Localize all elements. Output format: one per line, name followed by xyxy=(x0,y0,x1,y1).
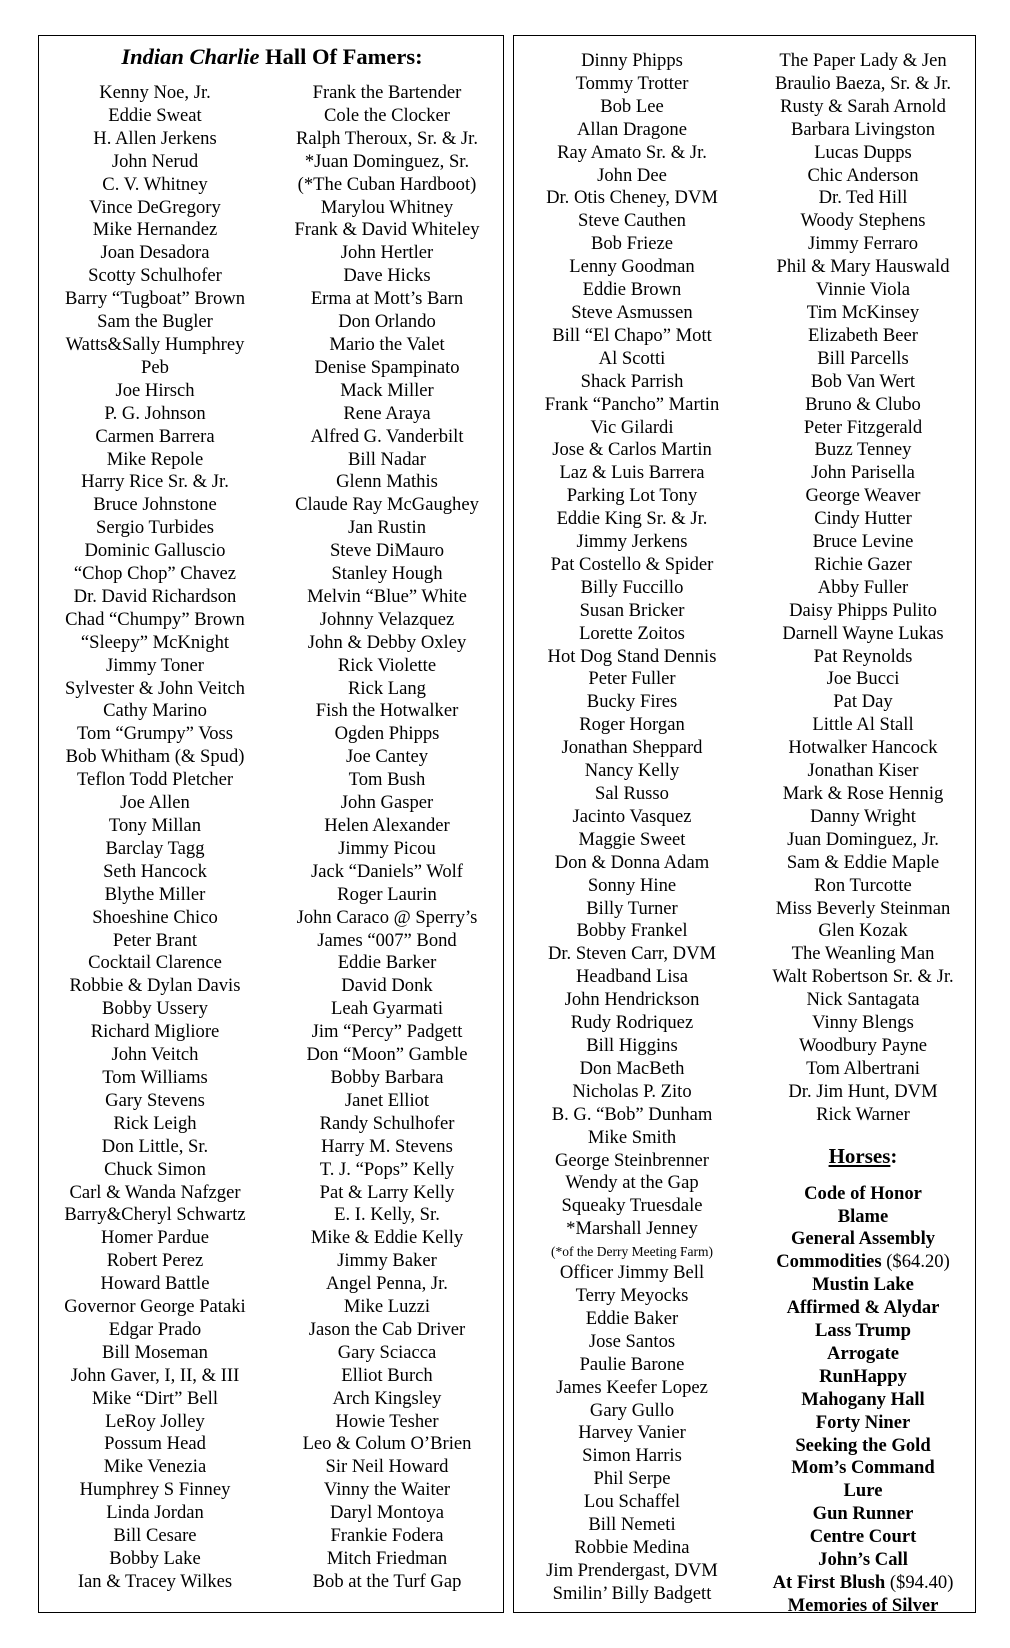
hall-of-famer-name: Jason the Cab Driver xyxy=(308,1318,466,1340)
hall-of-famer-name: B. G. “Bob” Dunham xyxy=(551,1103,713,1125)
hall-of-famer-name: Paulie Barone xyxy=(579,1353,685,1375)
horse-entry xyxy=(750,1412,976,1435)
hall-of-famer-name: Jonathan Kiser xyxy=(807,760,919,782)
hall-of-famer-name: Cocktail Clarence xyxy=(88,952,222,974)
hall-of-famer-name: Sonny Hine xyxy=(587,874,677,896)
hall-of-famer-name: Don Little, Sr. xyxy=(101,1135,209,1157)
hall-of-famer-name: Wendy at the Gap xyxy=(565,1172,699,1194)
hall-of-famer-name: Pat Costello & Spider xyxy=(550,553,714,575)
hall-of-famer-name: Sal Russo xyxy=(595,783,669,804)
hall-of-famer-name: Governor George Pataki xyxy=(64,1296,246,1318)
hall-of-famer-name: H. Allen Jerkens xyxy=(93,127,217,149)
hall-of-famer-name: Bruce Levine xyxy=(812,531,914,553)
horse-name: RunHappy xyxy=(819,1365,907,1387)
hall-of-famer-name: Darnell Wayne Lukas xyxy=(782,622,944,644)
hall-of-famer-name: Leah Gyarmati xyxy=(330,998,444,1020)
hall-of-famer-name: Howard Battle xyxy=(100,1273,210,1295)
hall-of-famer-name: Mike “Dirt” Bell xyxy=(92,1387,218,1409)
right-panel xyxy=(513,35,976,1616)
hall-of-famer-name: Bob at the Turf Gap xyxy=(312,1570,462,1592)
hall-of-famer-name: Walt Robertson Sr. & Jr. xyxy=(772,966,954,988)
hall-of-famer-name: Nick Santagata xyxy=(806,989,920,1011)
hall-of-famer-name: Stanley Hough xyxy=(331,563,443,585)
horse-entry xyxy=(750,1389,976,1412)
hall-of-famer-name: Vinny Blengs xyxy=(812,1012,914,1034)
hall-of-famer-name: John Gasper xyxy=(340,792,434,814)
hall-of-famer-name: Rick Lang xyxy=(348,677,426,699)
hall-of-famer-name: Tom Williams xyxy=(102,1066,208,1088)
hall-of-famer-name: Angel Penna, Jr. xyxy=(326,1273,448,1295)
hall-of-famer-name: Bill Cesare xyxy=(113,1525,197,1547)
hall-of-famer-name: Howie Tesher xyxy=(335,1410,439,1432)
hall-of-famer-name: Mike Luzzi xyxy=(343,1296,431,1318)
hall-of-famer-name: Cindy Hutter xyxy=(814,508,912,530)
hall-of-famer-name: Cole the Clocker xyxy=(324,104,450,126)
hall-of-famer-name: Bill Nemeti xyxy=(588,1514,676,1536)
hall-of-famer-name: Jose Santos xyxy=(588,1330,676,1352)
horse-entry xyxy=(750,1274,976,1297)
hall-of-famer-name: The Paper Lady & Jen xyxy=(779,50,947,71)
hall-of-famer-name: Blythe Miller xyxy=(104,883,206,905)
hall-of-famer-name: Nancy Kelly xyxy=(584,760,680,782)
horses-heading-row xyxy=(750,1135,976,1175)
horse-name: Seeking the Gold xyxy=(795,1434,931,1456)
hall-of-famer-name: Cathy Marino xyxy=(103,700,207,722)
hall-of-famer-name: Squeaky Truesdale xyxy=(561,1195,703,1217)
hall-of-famer-name: Tim McKinsey xyxy=(806,301,920,323)
hall-of-famer-name: John Hendrickson xyxy=(564,989,700,1011)
hall-of-famer-name: Humphrey S Finney xyxy=(79,1479,231,1501)
horse-entry xyxy=(750,1480,976,1503)
hall-of-famer-name: Seth Hancock xyxy=(103,860,207,882)
hall-of-famer-name: Vinnie Viola xyxy=(816,279,910,301)
hall-of-famer-name: Eddie Sweat xyxy=(108,104,202,126)
footnote: (*of the Derry Meeting Farm) xyxy=(551,1244,713,1260)
hall-of-famer-name: Pat Day xyxy=(833,691,893,713)
hall-of-famer-name: Teflon Todd Pletcher xyxy=(76,769,234,791)
hall-of-famer-name: Mike Venezia xyxy=(103,1456,207,1478)
hall-of-famer-name: Arch Kingsley xyxy=(332,1387,442,1409)
hall-of-famer-name: Kenny Noe, Jr. xyxy=(99,82,211,103)
hall-of-famer-name: Bobby Ussery xyxy=(102,998,208,1020)
hall-of-famer-name: Mike & Eddie Kelly xyxy=(310,1227,464,1249)
hall-of-famer-name: Lenny Goodman xyxy=(569,256,695,278)
hall-of-famer-name: John Parisella xyxy=(811,462,915,484)
hall-of-famer-name: Maggie Sweet xyxy=(578,828,686,850)
hall-of-famer-name: Bob Lee xyxy=(600,95,664,117)
hall-of-famer-name: Mitch Friedman xyxy=(326,1548,448,1569)
hall-of-famer-name: Headband Lisa xyxy=(575,966,689,988)
horse-entry xyxy=(750,1206,976,1229)
horse-name: Code of Honor xyxy=(804,1182,922,1204)
hall-of-famer-name: Gary Sciacca xyxy=(337,1341,437,1363)
horse-name: Lass Trump xyxy=(815,1320,911,1342)
horse-entry xyxy=(750,1526,976,1549)
hall-of-famer-name: Phil Serpe xyxy=(593,1468,671,1490)
title-rest: Hall Of Famers: xyxy=(259,44,423,69)
hall-of-famer-name: Don Orlando xyxy=(338,311,436,333)
hall-of-famer-name: Abby Fuller xyxy=(817,576,909,598)
hall-of-famer-name: Mack Miller xyxy=(340,379,434,401)
hall-of-famer-name: Marylou Whitney xyxy=(320,196,454,218)
hall-of-famer-name: Tommy Trotter xyxy=(575,72,689,94)
name-column-2 xyxy=(271,82,503,1594)
hall-of-famer-name: Erma at Mott’s Barn xyxy=(310,288,464,310)
hall-of-famer-name: Tom Bush xyxy=(348,769,426,791)
hall-of-famer-name: Jim Prendergast, DVM xyxy=(546,1559,718,1581)
hall-of-famer-name: Carmen Barrera xyxy=(95,425,215,447)
hall-of-famer-name: Sam the Bugler xyxy=(97,311,213,333)
hall-of-famer-name: Robert Perez xyxy=(106,1250,204,1272)
hall-of-famer-name: Terry Meyocks xyxy=(575,1285,689,1307)
hall-of-famer-name: Melvin “Blue” White xyxy=(307,585,467,607)
hall-of-famer-name: Lucas Dupps xyxy=(814,141,912,163)
name-column-3 xyxy=(514,50,750,1606)
hall-of-famer-name: Jacinto Vasquez xyxy=(572,805,692,827)
hall-of-famer-name: Officer Jimmy Bell xyxy=(559,1262,705,1284)
hall-of-famer-name: Vic Gilardi xyxy=(590,416,674,438)
hall-of-famer-name: The Weanling Man xyxy=(791,943,935,965)
horse-name: Mahogany Hall xyxy=(801,1388,925,1410)
hall-of-famer-name: Miss Beverly Steinman xyxy=(775,897,951,919)
hall-of-famer-name: Rudy Rodriquez xyxy=(570,1012,694,1034)
hall-of-famer-name: Frank & David Whiteley xyxy=(294,219,480,241)
hall-of-famer-name: Denise Spampinato xyxy=(314,356,460,378)
hall-of-famer-name: Vince DeGregory xyxy=(89,196,221,218)
horse-entry xyxy=(750,1297,976,1320)
hall-of-famer-name: Harvey Vanier xyxy=(578,1422,686,1444)
hall-of-famer-name: Dr. Jim Hunt, DVM xyxy=(788,1080,938,1102)
horse-entry xyxy=(750,1320,976,1343)
hall-of-famer-name: Simon Harris xyxy=(582,1445,682,1467)
hall-of-famer-name: Lou Schaffel xyxy=(583,1491,681,1513)
page-title xyxy=(39,42,505,72)
hall-of-famer-name: Tom Albertrani xyxy=(806,1057,920,1079)
hall-of-famer-name: Gary Gullo xyxy=(589,1399,675,1421)
hall-of-famer-name: Jimmy Toner xyxy=(105,654,205,676)
hall-of-famer-name: Peter Fuller xyxy=(588,668,676,690)
hall-of-famer-name: Woody Stephens xyxy=(800,210,926,232)
hall-of-famer-name: Alfred G. Vanderbilt xyxy=(310,425,464,447)
hall-of-famer-name: Helen Alexander xyxy=(324,815,450,836)
hall-of-famer-name: Roger Laurin xyxy=(337,883,437,905)
horse-entry xyxy=(750,1572,976,1595)
hall-of-famer-name: Sergio Turbides xyxy=(96,517,214,539)
hall-of-famer-name: Barbara Livingston xyxy=(790,118,936,140)
hall-of-famer-name: Frank “Pancho” Martin xyxy=(544,393,720,415)
hall-of-famer-name: John Dee xyxy=(597,164,667,186)
hall-of-famer-name: Bucky Fires xyxy=(586,691,678,713)
hall-of-famer-name: Buzz Tenney xyxy=(814,439,912,461)
hall-of-famer-name: Woodbury Payne xyxy=(798,1034,928,1056)
hall-of-famer-name: Little Al Stall xyxy=(812,714,914,736)
hall-of-famer-name: Daisy Phipps Pulito xyxy=(789,599,937,621)
hall-of-famer-name: Richie Gazer xyxy=(814,553,912,575)
hall-of-famer-name: Eddie Barker xyxy=(337,952,437,974)
hall-of-famer-name: Bob Frieze xyxy=(590,233,674,255)
horse-name: Memories of Silver xyxy=(787,1594,939,1616)
hall-of-famer-name: Tom “Grumpy” Voss xyxy=(76,723,234,745)
hall-of-famer-name: Nicholas P. Zito xyxy=(572,1080,692,1102)
hall-of-famer-name: Gary Stevens xyxy=(105,1089,205,1111)
hall-of-famer-name: P. G. Johnson xyxy=(104,402,206,424)
hall-of-famer-name: Ian & Tracey Wilkes xyxy=(77,1570,233,1592)
hall-of-famer-name: Harry Rice Sr. & Jr. xyxy=(81,471,229,493)
hall-of-famer-name: Peb xyxy=(141,356,169,378)
hall-of-famer-name: Bobby Lake xyxy=(109,1548,201,1569)
horse-name: John’s Call xyxy=(818,1549,908,1571)
horse-entry xyxy=(750,1366,976,1389)
hall-of-famer-name: Dr. Steven Carr, DVM xyxy=(547,943,717,965)
hall-of-famer-name: Phil & Mary Hauswald xyxy=(776,256,950,278)
hall-of-famer-name: Homer Pardue xyxy=(101,1227,209,1249)
hall-of-famer-name: Peter Brant xyxy=(112,929,198,951)
hall-of-famer-name: Janet Elliot xyxy=(344,1089,430,1111)
hall-of-famer-name: Jimmy Baker xyxy=(337,1250,437,1272)
hall-of-famer-name: Braulio Baeza, Sr. & Jr. xyxy=(774,72,952,94)
hall-of-famer-name: Rusty & Sarah Arnold xyxy=(780,95,946,117)
horse-name: Mustin Lake xyxy=(812,1274,914,1296)
hall-of-famer-name: Pat & Larry Kelly xyxy=(319,1181,455,1203)
horse-entry xyxy=(750,1435,976,1458)
hall-of-famer-name: Laz & Luis Barrera xyxy=(559,462,705,484)
hall-of-famer-name: Peter Fitzgerald xyxy=(803,416,923,438)
hall-of-famer-name: Don “Moon” Gamble xyxy=(306,1044,468,1066)
hall-of-famer-name: Jose & Carlos Martin xyxy=(552,439,712,461)
hall-of-famer-name: (*The Cuban Hardboot) xyxy=(297,173,477,195)
hall-of-famer-name: Rick Leigh xyxy=(113,1112,197,1134)
horse-name: Centre Court xyxy=(809,1526,917,1548)
hall-of-famer-name: Ron Turcotte xyxy=(814,874,912,896)
hall-of-famer-name: John Caraco @ Sperry’s xyxy=(296,906,478,928)
horse-name: Forty Niner xyxy=(815,1411,911,1433)
horse-price: ($94.40) xyxy=(885,1572,954,1593)
hall-of-famer-name: Mark & Rose Hennig xyxy=(782,783,944,804)
horse-entry xyxy=(750,1343,976,1366)
hall-of-famer-name: Mike Repole xyxy=(106,448,204,470)
hall-of-famer-name: Rick Violette xyxy=(337,654,437,676)
hall-of-famer-name: Joan Desadora xyxy=(100,242,210,264)
hall-of-famer-name: Watts&Sally Humphrey xyxy=(65,333,245,355)
title-italic: Indian Charlie xyxy=(121,44,260,69)
horse-entry xyxy=(750,1503,976,1526)
horse-name: Blame xyxy=(837,1205,889,1227)
hall-of-famer-name: Bill Parcells xyxy=(817,347,909,369)
horse-name: Mom’s Command xyxy=(791,1457,935,1479)
hall-of-famer-name: Harry M. Stevens xyxy=(321,1135,453,1157)
hall-of-famer-name: David Donk xyxy=(341,975,433,997)
hall-of-famer-name: Allan Dragone xyxy=(577,118,687,140)
hall-of-famer-name: Joe Allen xyxy=(120,792,190,814)
hall-of-famer-name: James “007” Bond xyxy=(317,929,457,951)
hall-of-famer-name: Susan Bricker xyxy=(579,599,685,621)
hall-of-famer-name: Robbie & Dylan Davis xyxy=(69,975,241,997)
hall-of-famer-name: John Veitch xyxy=(111,1044,199,1066)
hall-of-famer-name: Jim “Percy” Padgett xyxy=(311,1021,463,1043)
hall-of-famer-name: Carl & Wanda Nafzger xyxy=(69,1181,241,1203)
hall-of-famer-name: Possum Head xyxy=(104,1433,206,1455)
hall-of-famer-name: George Weaver xyxy=(805,485,921,507)
hall-of-famer-name: Leo & Colum O’Brien xyxy=(302,1433,472,1455)
horse-name: At First Blush xyxy=(772,1572,886,1593)
hall-of-famer-name: Eddie Baker xyxy=(585,1307,679,1329)
hall-of-famer-name: Danny Wright xyxy=(810,805,916,827)
hall-of-famer-name: Sylvester & John Veitch xyxy=(65,677,245,699)
hall-of-famer-name: Jimmy Jerkens xyxy=(576,531,688,553)
hall-of-famer-name: Bill Nadar xyxy=(348,448,426,470)
hall-of-famer-name: Daryl Montoya xyxy=(329,1502,445,1524)
horses-heading-colon: : xyxy=(890,1143,898,1168)
horse-entry xyxy=(750,1595,976,1618)
horse-name: General Assembly xyxy=(790,1228,936,1250)
hall-of-famer-name: Barry&Cheryl Schwartz xyxy=(64,1204,246,1226)
hall-of-famer-name: Tony Millan xyxy=(108,815,202,836)
hall-of-famer-name: E. I. Kelly, Sr. xyxy=(334,1204,440,1226)
hall-of-famer-name: James Keefer Lopez xyxy=(556,1376,708,1398)
hall-of-famer-name: Jan Rustin xyxy=(348,517,426,539)
horse-name: Lure xyxy=(843,1480,883,1502)
left-panel xyxy=(38,35,504,1613)
hall-of-famer-name: Dr. Ted Hill xyxy=(818,187,908,209)
hall-of-famer-name: Joe Hirsch xyxy=(115,379,195,401)
name-column-1 xyxy=(39,82,271,1594)
hall-of-famer-name: John Nerud xyxy=(111,150,199,172)
hall-of-famer-name: “Sleepy” McKnight xyxy=(80,631,230,653)
hall-of-famer-name: Bob Whitham (& Spud) xyxy=(65,746,245,768)
hall-of-famer-name: Shoeshine Chico xyxy=(92,906,218,928)
hall-of-famer-name: Pat Reynolds xyxy=(813,645,913,667)
hall-of-famer-name: Rene Araya xyxy=(343,402,431,424)
horse-name: Affirmed & Alydar xyxy=(786,1297,940,1319)
horses-heading: Horses xyxy=(828,1143,891,1168)
horse-name: Arrogate xyxy=(827,1342,899,1364)
hall-of-famer-name: Smilin’ Billy Badgett xyxy=(552,1582,712,1604)
hall-of-famer-name: Dominic Galluscio xyxy=(84,540,226,562)
hall-of-famer-name: John Gaver, I, II, & III xyxy=(70,1364,240,1386)
horse-entry xyxy=(750,1183,976,1206)
horse-entry xyxy=(750,1251,976,1274)
hall-of-famer-name: Parking Lot Tony xyxy=(566,485,698,507)
hall-of-famer-name: Sam & Eddie Maple xyxy=(786,851,940,873)
hall-of-famer-name: Sir Neil Howard xyxy=(325,1456,449,1478)
hall-of-famer-name: Barry “Tugboat” Brown xyxy=(64,288,246,310)
hall-of-famer-name: T. J. “Pops” Kelly xyxy=(319,1158,455,1180)
hall-of-famer-name: Scotty Schulhofer xyxy=(88,265,222,287)
hall-of-famer-name: Elliot Burch xyxy=(341,1364,433,1386)
hall-of-famer-name: Rick Warner xyxy=(816,1103,910,1125)
hall-of-famer-name: Ogden Phipps xyxy=(334,723,440,745)
hall-of-famer-name: John & Debby Oxley xyxy=(307,631,467,653)
hall-of-famer-name: Don MacBeth xyxy=(579,1057,685,1079)
hall-of-famer-name: Steve Asmussen xyxy=(571,301,693,323)
horse-entry xyxy=(750,1228,976,1251)
hall-of-famer-name: Bruce Johnstone xyxy=(93,494,217,516)
hall-of-famer-name: Linda Jordan xyxy=(106,1502,204,1524)
hall-of-famer-name: Glen Kozak xyxy=(818,920,908,942)
hall-of-famer-name: Chuck Simon xyxy=(104,1158,206,1180)
hall-of-famer-name: Ray Amato Sr. & Jr. xyxy=(557,141,707,163)
hall-of-famer-name: *Juan Dominguez, Sr. xyxy=(304,150,470,172)
hall-of-famer-name: Hotwalker Hancock xyxy=(788,737,938,759)
hall-of-famer-name: Mario the Valet xyxy=(329,333,445,355)
hall-of-famer-name: Bill “El Chapo” Mott xyxy=(552,324,712,346)
hall-of-famer-name: Claude Ray McGaughey xyxy=(295,494,479,516)
hall-of-famer-name: Steve DiMauro xyxy=(329,540,445,562)
hall-of-famer-name: Vinny the Waiter xyxy=(323,1479,451,1501)
hall-of-famer-name: Roger Horgan xyxy=(579,714,685,736)
hall-of-famer-name: Chad “Chumpy” Brown xyxy=(65,608,245,630)
hall-of-famer-name: Johnny Velazquez xyxy=(319,608,455,630)
hall-of-famer-name: Al Scotti xyxy=(598,347,666,369)
hall-of-famer-name: Bob Van Wert xyxy=(810,370,916,392)
hall-of-famer-name: George Steinbrenner xyxy=(554,1149,710,1171)
name-column-4 xyxy=(750,50,976,1618)
horse-entry xyxy=(750,1549,976,1572)
hall-of-famer-name: Hot Dog Stand Dennis xyxy=(547,645,717,667)
hall-of-famer-name: Dr. David Richardson xyxy=(73,585,237,607)
hall-of-famer-name: Randy Schulhofer xyxy=(319,1112,455,1134)
hall-of-famer-name: Lorette Zoitos xyxy=(579,622,685,644)
hall-of-famer-name: Billy Fuccillo xyxy=(580,576,684,598)
hall-of-famer-name: Dr. Otis Cheney, DVM xyxy=(546,187,718,209)
hall-of-famer-name: Mike Smith xyxy=(587,1126,677,1148)
hall-of-famer-name: Elizabeth Beer xyxy=(808,324,918,346)
hall-of-famer-name: Dinny Phipps xyxy=(581,50,683,71)
hall-of-famer-name: Edgar Prado xyxy=(108,1318,202,1340)
hall-of-famer-name: Jack “Daniels” Wolf xyxy=(310,860,464,882)
hall-of-famer-name: Juan Dominguez, Jr. xyxy=(787,828,939,850)
hall-of-famer-name: Bill Higgins xyxy=(586,1034,678,1056)
hall-of-famer-name: Joe Cantey xyxy=(345,746,429,768)
hall-of-famer-name: Eddie Brown xyxy=(582,279,682,301)
hall-of-famer-name: Frank the Bartender xyxy=(312,82,462,103)
horse-name: Gun Runner xyxy=(812,1503,914,1525)
hall-of-famer-name: Ralph Theroux, Sr. & Jr. xyxy=(296,127,478,149)
hall-of-famer-name: Dave Hicks xyxy=(343,265,431,287)
hall-of-famer-name: Joe Bucci xyxy=(826,668,900,690)
hall-of-famer-name: C. V. Whitney xyxy=(102,173,208,195)
hall-of-famer-name: John Hertler xyxy=(340,242,434,264)
hall-of-famer-name: Jimmy Ferraro xyxy=(808,233,918,255)
horse-price: ($64.20) xyxy=(881,1251,950,1273)
hall-of-famer-name: Bill Moseman xyxy=(102,1341,208,1363)
hall-of-famer-name: Chic Anderson xyxy=(807,164,919,186)
hall-of-famer-name: Fish the Hotwalker xyxy=(315,700,459,722)
hall-of-famer-name: Robbie Medina xyxy=(574,1537,690,1558)
hall-of-famer-name: Bruno & Clubo xyxy=(805,393,921,415)
hall-of-famer-name: Mike Hernandez xyxy=(92,219,218,241)
hall-of-famer-name: Don & Donna Adam xyxy=(554,851,710,873)
hall-of-famer-name: Barclay Tagg xyxy=(105,837,205,859)
hall-of-famer-name: Frankie Fodera xyxy=(330,1525,444,1547)
hall-of-famer-name: Steve Cauthen xyxy=(578,210,686,232)
hall-of-famer-name: LeRoy Jolley xyxy=(105,1410,205,1432)
hall-of-famer-name: Shack Parrish xyxy=(580,370,684,392)
hall-of-famer-name: Jimmy Picou xyxy=(338,837,436,859)
hall-of-famer-name: Glenn Mathis xyxy=(336,471,438,493)
hall-of-famer-name: Billy Turner xyxy=(586,897,678,919)
hall-of-famer-name: Eddie King Sr. & Jr. xyxy=(556,508,708,530)
hall-of-famer-name: *Marshall Jenney xyxy=(566,1218,698,1240)
horse-entry xyxy=(750,1457,976,1480)
hall-of-famer-name: Bobby Frankel xyxy=(576,920,688,942)
horse-name: Commodities xyxy=(776,1251,882,1273)
hall-of-famer-name: “Chop Chop” Chavez xyxy=(73,563,237,585)
hall-of-famer-name: Jonathan Sheppard xyxy=(561,737,703,759)
hall-of-famer-name: Richard Migliore xyxy=(90,1021,220,1043)
hall-of-famer-name: Bobby Barbara xyxy=(330,1066,444,1088)
